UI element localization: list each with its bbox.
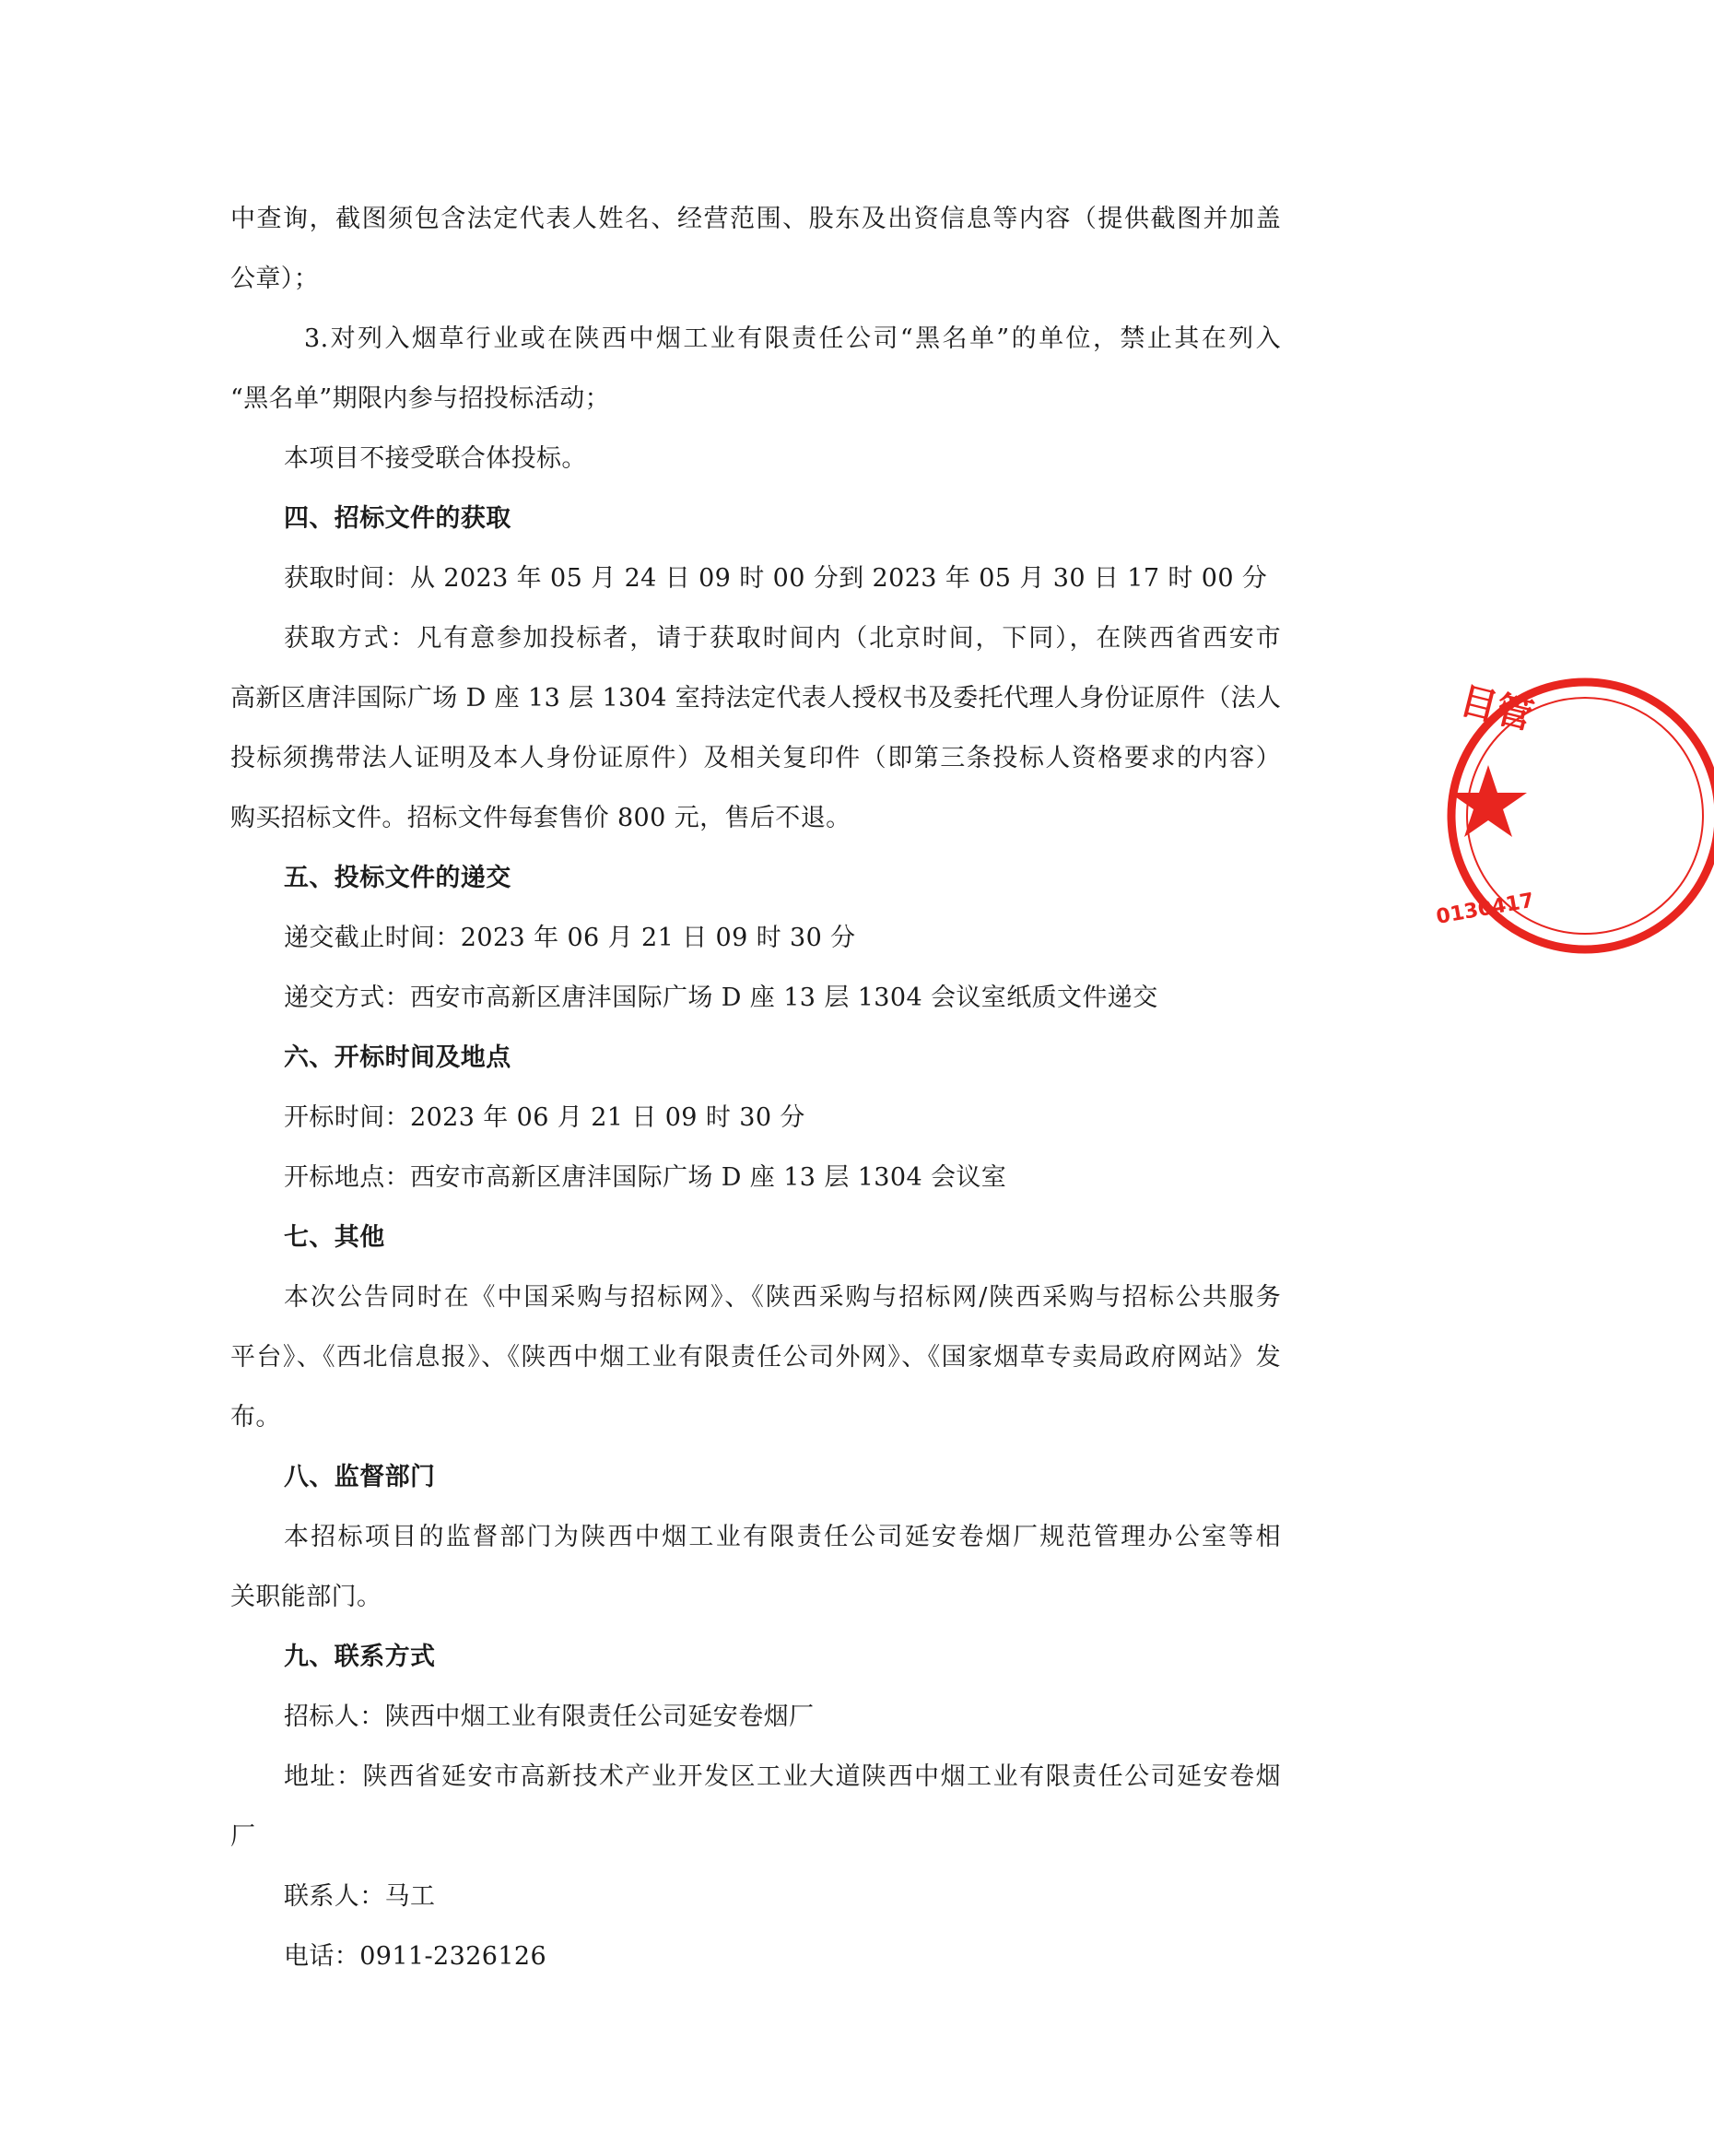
body-text-line: 购买招标文件。招标文件每套售价 800 元，售后不退。 xyxy=(230,804,851,832)
body-text-line: 高新区唐沣国际广场 D 座 13 层 1304 室持法定代表人授权书及委托代理人身份证原件（法人 xyxy=(230,684,1282,713)
body-text-line: 厂 xyxy=(230,1822,256,1851)
body-text-line: 本项目不接受联合体投标。 xyxy=(284,444,587,473)
body-text-line: 招标人：陕西中烟工业有限责任公司延安卷烟厂 xyxy=(284,1702,815,1731)
section-heading: 六、开标时间及地点 xyxy=(284,1043,511,1072)
body-text-line: 关职能部门。 xyxy=(230,1583,382,1611)
seal-number-text: 0130417 xyxy=(1434,889,1536,929)
body-text-line: 开标地点：西安市高新区唐沣国际广场 D 座 13 层 1304 会议室 xyxy=(284,1163,1007,1192)
body-text-line: 中查询，截图须包含法定代表人姓名、经营范围、股东及出资信息等内容（提供截图并加盖 xyxy=(230,205,1281,233)
body-text-line: 获取方式：凡有意参加投标者，请于获取时间内（北京时间，下同），在陕西省西安市 xyxy=(284,624,1281,653)
section-heading: 九、联系方式 xyxy=(284,1643,436,1671)
body-text-line: 递交方式：西安市高新区唐沣国际广场 D 座 13 层 1304 会议室纸质文件递交 xyxy=(284,984,1158,1012)
section-heading: 七、其他 xyxy=(284,1223,385,1252)
body-text-line: 公章）； xyxy=(230,265,320,293)
official-seal-stamp xyxy=(1434,654,1714,977)
body-text-line: 平台》、《西北信息报》、《陕西中烟工业有限责任公司外网》、《国家烟草专卖局政府网站》发 xyxy=(230,1343,1281,1372)
body-text-line: 3.对列入烟草行业或在陕西中烟工业有限责任公司“黑名单”的单位，禁止其在列入 xyxy=(304,324,1281,353)
document-body xyxy=(230,189,1281,1986)
seal-arc-text: 目管 xyxy=(1455,679,1538,739)
body-text-line: 开标时间：2023 年 06 月 21 日 09 时 30 分 xyxy=(284,1103,805,1132)
body-text-line: 投标须携带法人证明及本人身份证原件）及相关复印件（即第三条投标人资格要求的内容） xyxy=(230,744,1281,772)
body-text-line: 本次公告同时在《中国采购与招标网》、《陕西采购与招标网/陕西采购与招标公共服务 xyxy=(284,1283,1281,1312)
body-text-line: 递交截止时间：2023 年 06 月 21 日 09 时 30 分 xyxy=(284,924,856,952)
body-text-line: “黑名单”期限内参与招投标活动； xyxy=(230,384,611,413)
body-text-line: 获取时间：从 2023 年 05 月 24 日 09 时 00 分到 2023 年 05 月 30 日 17 时 00 分 xyxy=(284,564,1268,593)
section-heading: 五、投标文件的递交 xyxy=(284,864,511,892)
body-text-line: 电话：0911-2326126 xyxy=(284,1942,547,1971)
body-text-line: 本招标项目的监督部门为陕西中烟工业有限责任公司延安卷烟厂规范管理办公室等相 xyxy=(284,1523,1281,1551)
body-text-line: 地址：陕西省延安市高新技术产业开发区工业大道陕西中烟工业有限责任公司延安卷烟 xyxy=(284,1762,1281,1791)
body-text-line: 联系人：马工 xyxy=(284,1882,436,1911)
body-text-line: 布。 xyxy=(230,1403,281,1431)
section-heading: 四、招标文件的获取 xyxy=(284,504,511,533)
section-heading: 八、监督部门 xyxy=(284,1463,436,1491)
